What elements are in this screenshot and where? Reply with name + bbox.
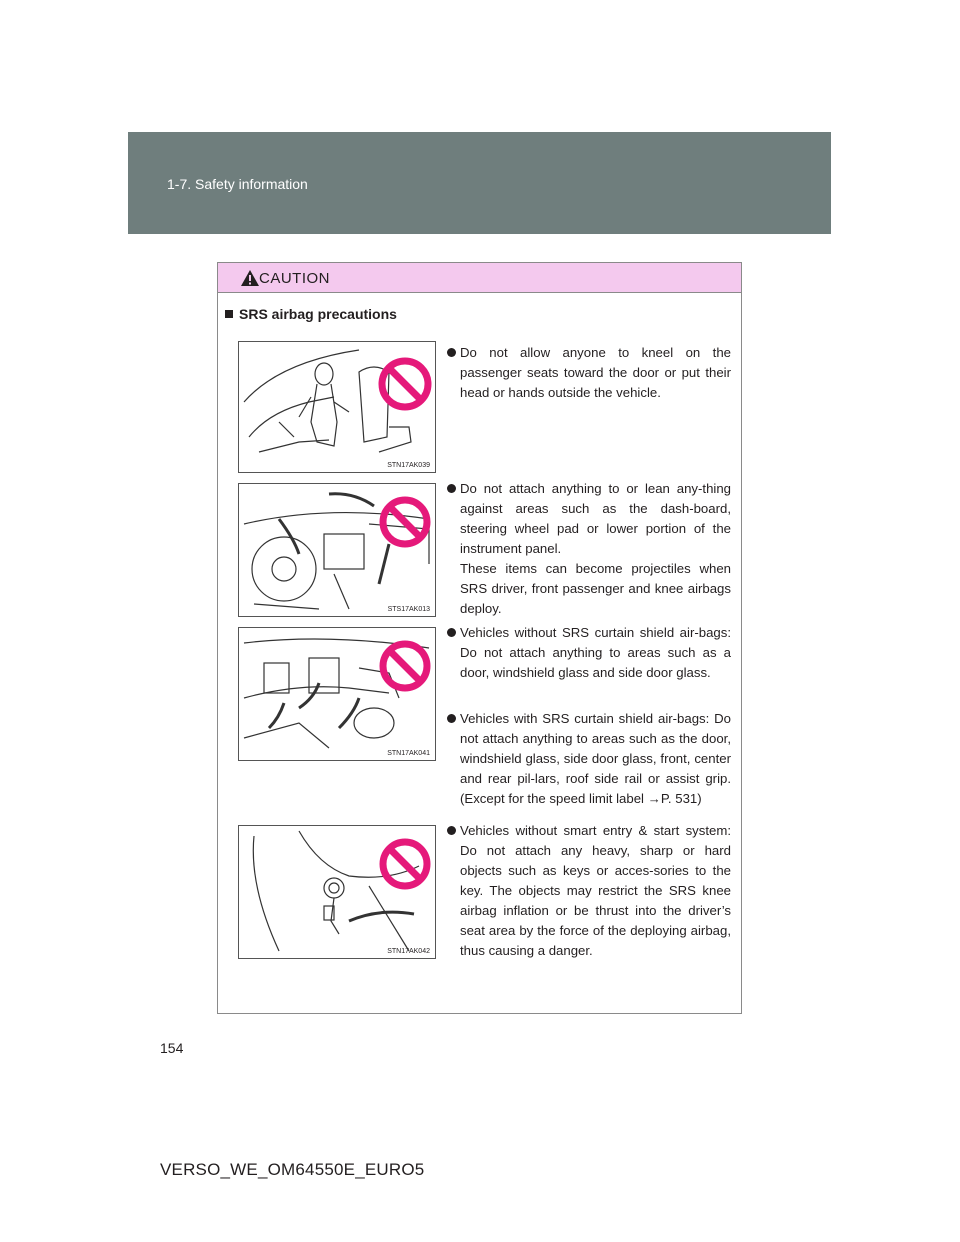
cabin-illustration [239, 628, 437, 762]
bullet-text: Vehicles without smart entry & start system: Do not attach any heavy, sharp or hard objects such as keys or acces-sories to the key. The objects may restrict the SRS knee airbag inflation or be thrust into the driver’s seat area by the force of the deploying airbag, thus causing a danger. [460, 823, 731, 958]
round-bullet-icon [447, 714, 456, 723]
bullet-item [447, 709, 731, 809]
image-code: STN17AK041 [387, 750, 430, 757]
caution-label: CAUTION [259, 270, 330, 287]
section-title: 1-7. Safety information [167, 176, 308, 192]
image-code: STN17AK039 [387, 462, 430, 469]
no-entry-icon-3 [383, 644, 427, 688]
page-number: 154 [160, 1040, 184, 1056]
bullet-text: Do not attach anything to or lean any-thing against areas such as the dash-board, steering wheel pad or lower portion of the instrument panel. These items can become projectiles when SRS driver, front passenger and knee airbags deploy. [460, 481, 731, 616]
square-bullet-icon [225, 310, 233, 318]
round-bullet-icon [447, 628, 456, 637]
illustration-cabin-interior [238, 627, 436, 761]
no-entry-icon-4 [383, 842, 427, 886]
no-entry-icon-2 [383, 500, 427, 544]
warning-triangle-icon [240, 269, 260, 287]
illustration-kneeling-passenger [238, 341, 436, 473]
round-bullet-icon [447, 348, 456, 357]
illustration-key-ignition [238, 825, 436, 959]
subheading-text: SRS airbag precautions [239, 306, 397, 322]
document-code: VERSO_WE_OM64550E_EURO5 [160, 1160, 425, 1179]
bullet-item [447, 623, 731, 683]
round-bullet-icon [447, 484, 456, 493]
bullet-item [447, 479, 731, 619]
bullet-text: Do not allow anyone to kneel on the passenger seats toward the door or put their head or hands outside the vehicle. [460, 345, 731, 400]
bullet-text: Vehicles with SRS curtain shield air-bags: Do not attach anything to areas such as the door, windshield glass, side door glass, front, center and rear pil-lars, roof side rail or assist grip. (Except for the speed limit label →P. 531) [460, 711, 731, 806]
dashboard-illustration [239, 484, 437, 618]
section-subheading [225, 306, 397, 322]
bullet-item [447, 343, 731, 403]
bullet-item [447, 821, 731, 961]
image-code: STN17AK042 [387, 948, 430, 955]
ignition-illustration [239, 826, 437, 960]
round-bullet-icon [447, 826, 456, 835]
bullet-text: Vehicles without SRS curtain shield air-bags: Do not attach anything to areas such as a door, windshield glass and side door glass. [460, 625, 731, 680]
caution-header [218, 263, 741, 293]
caution-box [217, 262, 742, 1014]
image-code: STS17AK013 [387, 606, 430, 613]
illustration-dashboard [238, 483, 436, 617]
car-interior-illustration [239, 342, 437, 474]
